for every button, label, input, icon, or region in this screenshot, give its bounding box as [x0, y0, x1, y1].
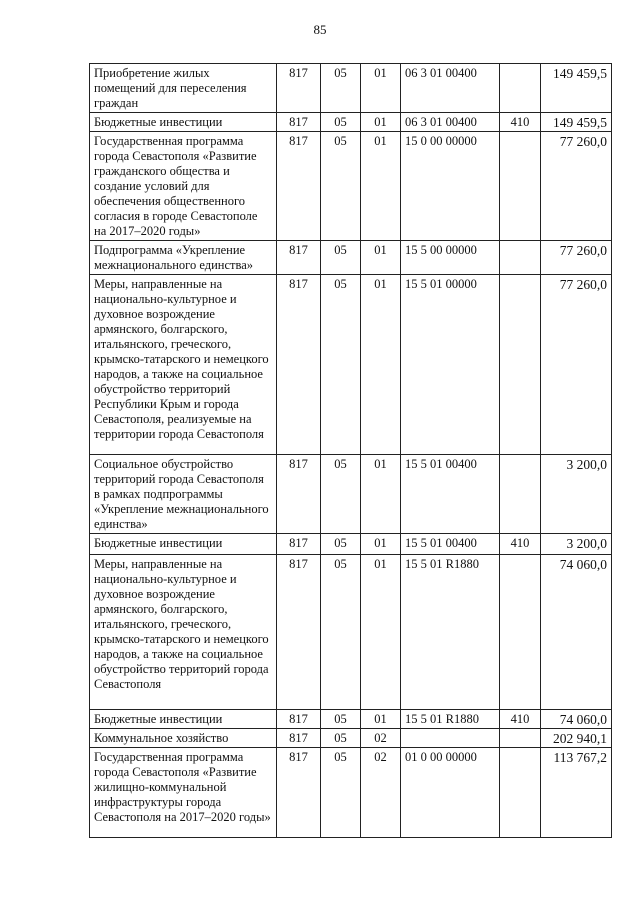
amount: 3 200,0 — [541, 455, 612, 534]
amount: 77 260,0 — [541, 132, 612, 241]
subsection-code: 02 — [361, 729, 401, 748]
ministry-code: 817 — [277, 748, 321, 838]
row-name: Коммунальное хозяйство — [90, 729, 277, 748]
table-row — [90, 729, 612, 748]
subsection-code: 01 — [361, 132, 401, 241]
expense-type-code — [500, 555, 541, 710]
target-code: 15 5 01 00400 — [401, 455, 500, 534]
expense-type-code: 410 — [500, 113, 541, 132]
ministry-code: 817 — [277, 710, 321, 729]
ministry-code: 817 — [277, 555, 321, 710]
table-row — [90, 275, 612, 455]
row-name: Бюджетные инвестиции — [90, 710, 277, 729]
row-name: Меры, направленные на национально-культурное и духовное возрождение армянского, болгарского, итальянского, греческого, крымско-татарского и немецкого народов, а также на социальное обустройство территорий Республики Крым и города Севастополя, реализуемые на территории города Севастополя — [90, 275, 277, 455]
row-name: Приобретение жилых помещений для переселения граждан — [90, 64, 277, 113]
target-code: 06 3 01 00400 — [401, 64, 500, 113]
expense-type-code — [500, 64, 541, 113]
section-code: 05 — [321, 748, 361, 838]
section-code: 05 — [321, 455, 361, 534]
amount: 202 940,1 — [541, 729, 612, 748]
table-row — [90, 113, 612, 132]
expense-type-code: 410 — [500, 710, 541, 729]
table-row — [90, 455, 612, 534]
section-code: 05 — [321, 113, 361, 132]
budget-table — [89, 63, 612, 838]
table-row — [90, 534, 612, 555]
table-row — [90, 710, 612, 729]
subsection-code: 02 — [361, 748, 401, 838]
subsection-code: 01 — [361, 275, 401, 455]
subsection-code: 01 — [361, 113, 401, 132]
target-code: 15 5 01 00400 — [401, 534, 500, 555]
row-name: Государственная программа города Севастополя «Развитие гражданского общества и создание условий для обеспечения общественного согласия в городе Севастополе на 2017–2020 годы» — [90, 132, 277, 241]
table-row — [90, 132, 612, 241]
section-code: 05 — [321, 64, 361, 113]
subsection-code: 01 — [361, 534, 401, 555]
ministry-code: 817 — [277, 113, 321, 132]
page-number: 85 — [313, 22, 327, 37]
target-code: 15 0 00 00000 — [401, 132, 500, 241]
table-row — [90, 748, 612, 838]
ministry-code: 817 — [277, 64, 321, 113]
amount: 77 260,0 — [541, 275, 612, 455]
section-code: 05 — [321, 534, 361, 555]
ministry-code: 817 — [277, 729, 321, 748]
table-row — [90, 555, 612, 710]
target-code: 15 5 01 R1880 — [401, 710, 500, 729]
section-code: 05 — [321, 729, 361, 748]
section-code: 05 — [321, 241, 361, 275]
target-code: 06 3 01 00400 — [401, 113, 500, 132]
target-code: 01 0 00 00000 — [401, 748, 500, 838]
expense-type-code — [500, 748, 541, 838]
section-code: 05 — [321, 710, 361, 729]
section-code: 05 — [321, 275, 361, 455]
subsection-code: 01 — [361, 455, 401, 534]
expense-type-code — [500, 455, 541, 534]
amount: 77 260,0 — [541, 241, 612, 275]
amount: 113 767,2 — [541, 748, 612, 838]
amount: 74 060,0 — [541, 555, 612, 710]
target-code: 15 5 01 R1880 — [401, 555, 500, 710]
table-row — [90, 241, 612, 275]
amount: 149 459,5 — [541, 64, 612, 113]
amount: 3 200,0 — [541, 534, 612, 555]
row-name: Государственная программа города Севастополя «Развитие жилищно-коммунальной инфраструктуры города Севастополя на 2017–2020 годы» — [90, 748, 277, 838]
row-name: Подпрограмма «Укрепление межнационального единства» — [90, 241, 277, 275]
table-row — [90, 64, 612, 113]
ministry-code: 817 — [277, 241, 321, 275]
amount: 74 060,0 — [541, 710, 612, 729]
ministry-code: 817 — [277, 132, 321, 241]
target-code — [401, 729, 500, 748]
amount: 149 459,5 — [541, 113, 612, 132]
expense-type-code — [500, 132, 541, 241]
ministry-code: 817 — [277, 534, 321, 555]
expense-type-code — [500, 241, 541, 275]
section-code: 05 — [321, 132, 361, 241]
row-name: Бюджетные инвестиции — [90, 113, 277, 132]
target-code: 15 5 00 00000 — [401, 241, 500, 275]
subsection-code: 01 — [361, 241, 401, 275]
subsection-code: 01 — [361, 64, 401, 113]
ministry-code: 817 — [277, 275, 321, 455]
ministry-code: 817 — [277, 455, 321, 534]
row-name: Меры, направленные на национально-культурное и духовное возрождение армянского, болгарского, итальянского, греческого, крымско-татарского и немецкого народов, а также на социальное обустройство территорий города Севастополя — [90, 555, 277, 710]
target-code: 15 5 01 00000 — [401, 275, 500, 455]
section-code: 05 — [321, 555, 361, 710]
row-name: Бюджетные инвестиции — [90, 534, 277, 555]
subsection-code: 01 — [361, 555, 401, 710]
expense-type-code: 410 — [500, 534, 541, 555]
expense-type-code — [500, 275, 541, 455]
expense-type-code — [500, 729, 541, 748]
subsection-code: 01 — [361, 710, 401, 729]
row-name: Социальное обустройство территорий города Севастополя в рамках подпрограммы «Укрепление межнационального единства» — [90, 455, 277, 534]
